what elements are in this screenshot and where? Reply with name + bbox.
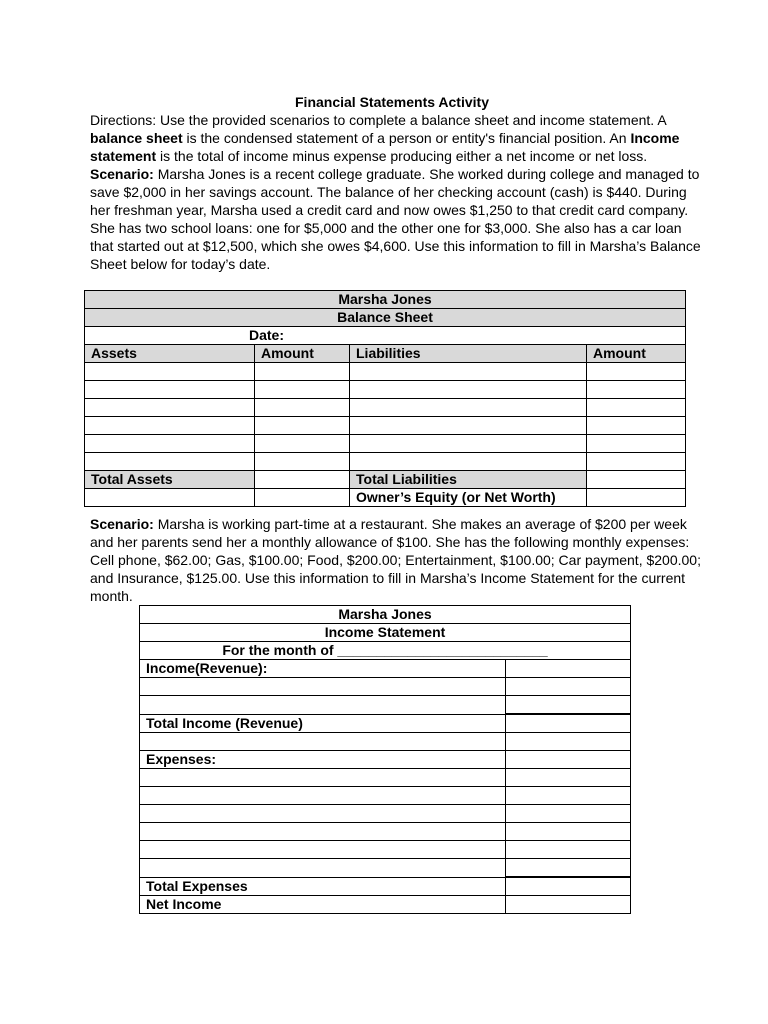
balance-sheet-table [84, 290, 686, 507]
balance-sheet-owner: Marsha Jones [85, 291, 686, 309]
balance-entry-row [85, 453, 686, 471]
total-liabilities-amount-cell[interactable] [587, 471, 686, 489]
expense-amount-cell[interactable] [506, 841, 631, 859]
asset-amount-cell[interactable] [255, 435, 350, 453]
scenario-2-section [90, 515, 702, 605]
asset-cell[interactable] [85, 399, 255, 417]
expense-item-cell[interactable] [140, 841, 506, 859]
expense-entry-row [140, 823, 631, 841]
expense-entry-row [140, 841, 631, 859]
equity-blank-cell [85, 489, 255, 507]
intro-section [90, 111, 702, 273]
asset-cell[interactable] [85, 435, 255, 453]
expense-amount-cell[interactable] [506, 805, 631, 823]
balance-entry-row [85, 399, 686, 417]
income-statement-owner: Marsha Jones [140, 606, 631, 624]
income-item-cell[interactable] [140, 678, 506, 696]
balance-sheet-term: balance sheet [90, 130, 183, 146]
income-revenue-label: Income(Revenue): [140, 660, 506, 678]
income-statement-month-label: For the month of ___________________________ [140, 642, 631, 660]
expense-amount-cell[interactable] [506, 859, 631, 878]
liability-amount-cell[interactable] [587, 363, 686, 381]
scenario-1-label: Scenario: [90, 166, 154, 182]
income-entry-row [140, 696, 631, 715]
expense-amount-cell[interactable] [506, 769, 631, 787]
income-statement-title: Income Statement [140, 624, 631, 642]
liability-cell[interactable] [350, 363, 587, 381]
balance-entry-row [85, 381, 686, 399]
asset-cell[interactable] [85, 417, 255, 435]
spacer-amount-cell [506, 733, 631, 751]
income-entry-row [140, 678, 631, 696]
asset-cell[interactable] [85, 453, 255, 471]
liability-cell[interactable] [350, 381, 587, 399]
liability-amount-cell[interactable] [587, 399, 686, 417]
owners-equity-amount-cell[interactable] [587, 489, 686, 507]
income-item-cell[interactable] [140, 696, 506, 715]
asset-amount-cell[interactable] [255, 399, 350, 417]
document-title: Financial Statements Activity [295, 94, 489, 110]
total-expenses-label: Total Expenses [140, 877, 506, 896]
expense-item-cell[interactable] [140, 823, 506, 841]
expense-item-cell[interactable] [140, 769, 506, 787]
expense-item-cell[interactable] [140, 859, 506, 878]
balance-entry-row [85, 363, 686, 381]
asset-amount-cell[interactable] [255, 417, 350, 435]
asset-cell[interactable] [85, 381, 255, 399]
income-amount-cell[interactable] [506, 696, 631, 715]
directions-text-2: is the condensed statement of a person or entity's financial position. An [182, 130, 631, 146]
assets-header: Assets [85, 345, 255, 363]
total-income-label: Total Income (Revenue) [140, 714, 506, 733]
directions-text-3: is the total of income minus expense producing either a net income or net loss. [156, 148, 648, 164]
total-expenses-amount-cell[interactable] [506, 877, 631, 896]
income-statement-table [139, 605, 631, 914]
expense-entry-row [140, 859, 631, 878]
directions-text-1: Directions: Use the provided scenarios to complete a balance sheet and income statement. A [90, 112, 666, 128]
liability-cell[interactable] [350, 453, 587, 471]
net-income-label: Net Income [140, 896, 506, 914]
asset-amount-cell[interactable] [255, 381, 350, 399]
liability-amount-cell[interactable] [587, 381, 686, 399]
expenses-amount-cell[interactable] [506, 751, 631, 769]
liability-amount-cell[interactable] [587, 435, 686, 453]
assets-amount-header: Amount [255, 345, 350, 363]
expenses-label: Expenses: [140, 751, 506, 769]
directions-paragraph [90, 111, 702, 165]
expense-amount-cell[interactable] [506, 787, 631, 805]
liability-cell[interactable] [350, 417, 587, 435]
liability-amount-cell[interactable] [587, 417, 686, 435]
liabilities-header: Liabilities [350, 345, 587, 363]
total-income-amount-cell[interactable] [506, 714, 631, 733]
owners-equity-label: Owner’s Equity (or Net Worth) [350, 489, 587, 507]
expense-entry-row [140, 787, 631, 805]
expense-entry-row [140, 769, 631, 787]
liabilities-amount-header: Amount [587, 345, 686, 363]
income-statement-term: Income statement [90, 130, 680, 164]
spacer-row [140, 733, 631, 751]
expense-item-cell[interactable] [140, 805, 506, 823]
equity-blank-amount-cell [255, 489, 350, 507]
expense-item-cell[interactable] [140, 787, 506, 805]
scenario-1-paragraph [90, 165, 702, 273]
scenario-2-label: Scenario: [90, 516, 154, 532]
total-liabilities-label: Total Liabilities [350, 471, 587, 489]
balance-entry-row [85, 435, 686, 453]
total-assets-amount-cell[interactable] [255, 471, 350, 489]
balance-sheet-title: Balance Sheet [85, 309, 686, 327]
liability-cell[interactable] [350, 435, 587, 453]
expense-amount-cell[interactable] [506, 823, 631, 841]
asset-amount-cell[interactable] [255, 363, 350, 381]
income-amount-cell[interactable] [506, 678, 631, 696]
scenario-1-text: Marsha Jones is a recent college graduate. She worked during college and managed to save $2,000 in her savings account. The balance of her checking account (cash) is $440. During her freshman year, Marsha used a credit card and now owes $1,250 to that credit card company. She has two school loans: one for $5,000 and the other one for $3,000. She also has a car loan that started out at $12,500, which she owes $4,600. Use this information to fill in Marsha’s Balance Sheet below for today’s date. [90, 166, 701, 272]
spacer-cell [140, 733, 506, 751]
liability-amount-cell[interactable] [587, 453, 686, 471]
liability-cell[interactable] [350, 399, 587, 417]
balance-sheet-date-label: Date: [85, 327, 686, 345]
asset-cell[interactable] [85, 363, 255, 381]
balance-entry-row [85, 417, 686, 435]
expense-entry-row [140, 805, 631, 823]
total-assets-label: Total Assets [85, 471, 255, 489]
net-income-amount-cell[interactable] [506, 896, 631, 914]
scenario-2-text: Marsha is working part-time at a restaurant. She makes an average of $200 per week and her parents send her a monthly allowance of $100. She has the following monthly expenses: Cell phone, $62.00; Gas, $100.00; Food, $200.00; Entertainment, $100.00; Car payment, $200.00; and Insurance, $125.00. Use this information to fill in Marsha’s Income Statement for the current month. [90, 516, 701, 604]
asset-amount-cell[interactable] [255, 453, 350, 471]
scenario-2-paragraph [90, 515, 702, 605]
income-amount-cell[interactable] [506, 660, 631, 678]
